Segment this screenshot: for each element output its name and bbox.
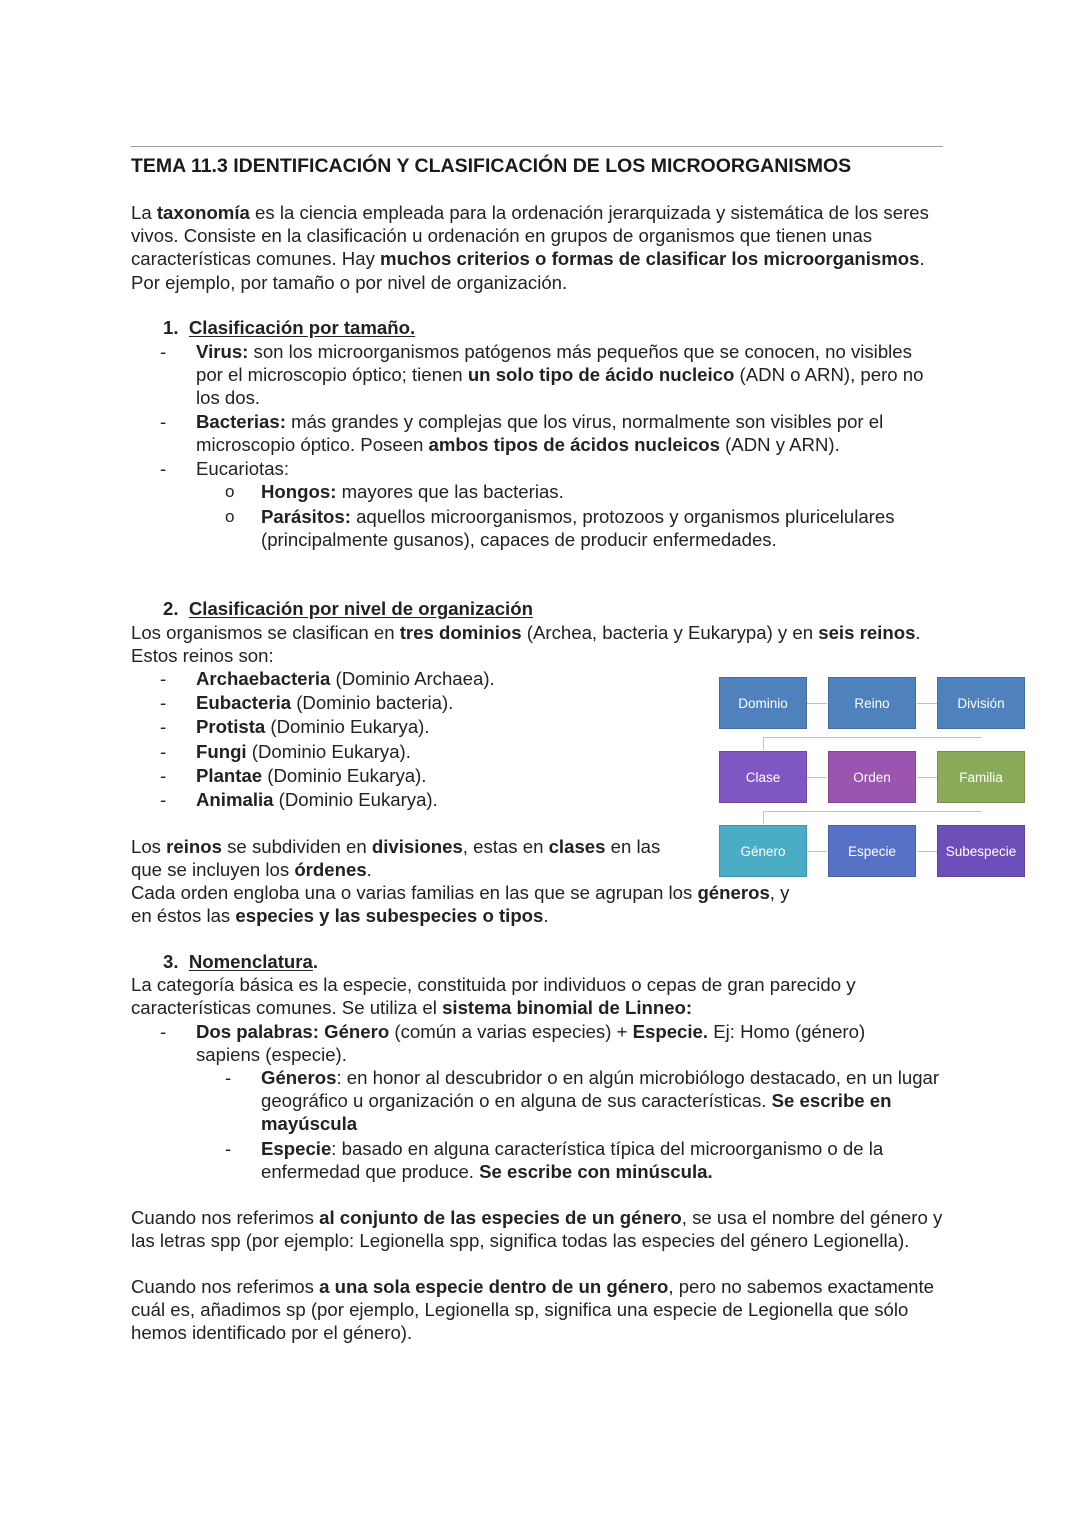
diagram-connector [917,851,937,852]
diagram-connector [807,777,827,778]
diagram-connector [807,703,827,704]
section-3-paragraph: La categoría básica es la especie, constituida por individuos o cepas de gran parecido y características comunes. Se utiliza el sistema binomial de Linneo: [131,974,856,1019]
diagram-connector [763,811,982,812]
box-familia: Familia [937,751,1025,803]
box-clase: Clase [719,751,807,803]
intro-paragraph: La taxonomía es la ciencia empleada para la ordenación jerarquizada y sistemática de los seres vivos. Consiste en la clasificación u ordenación en grupos de organismos que tienen unas características comunes. Hay muchos criterios o formas de clasificar los microorganismos. Por ejemplo, por tamaño o por nivel de organización. [131,202,929,293]
spp-paragraph: Cuando nos referimos al conjunto de las especies de un género, se usa el nombre del género y las letras spp (por ejemplo: Legionella spp, significa todas las especies del género Legionella). [131,1207,943,1252]
diagram-connector [807,851,827,852]
reinos-subdivision-paragraph: Los reinos se subdividen en divisiones, estas en clases en las que se incluyen los órdenes. [131,836,661,881]
box-genero: Género [719,825,807,877]
box-subespecie: Subespecie [937,825,1025,877]
section-1-heading: 1. Clasificación por tamaño. [163,317,416,338]
diagram-connector [917,777,937,778]
diagram-connector [917,703,937,704]
page-title: TEMA 11.3 IDENTIFICACIÓN Y CLASIFICACIÓN DE LOS MICROORGANISMOS [131,155,852,177]
ordenes-paragraph: Cada orden engloba una o varias familias en las que se agrupan los géneros, y en éstos las especies y las subespecies o tipos. [131,882,790,927]
box-dominio: Dominio [719,677,807,729]
diagram-connector [763,737,982,738]
box-division: División [937,677,1025,729]
section-2-paragraph: Los organismos se clasifican en tres dominios (Archea, bacteria y Eukarypa) y en seis reinos. Estos reinos son: [131,622,921,667]
diagram-connector [763,811,764,824]
diagram-connector [763,737,764,750]
section-3-heading: 3. Nomenclatura. [163,951,319,972]
box-orden: Orden [828,751,916,803]
sp-paragraph: Cuando nos referimos a una sola especie dentro de un género, pero no sabemos exactamente cuál es, añadimos sp (por ejemplo, Legionella sp, significa una especie de Legionella que sólo hemos identificado por el género). [131,1276,934,1344]
box-especie: Especie [828,825,916,877]
section-2-heading: 2. Clasificación por nivel de organización [163,598,533,619]
box-reino: Reino [828,677,916,729]
top-rule [131,146,943,147]
